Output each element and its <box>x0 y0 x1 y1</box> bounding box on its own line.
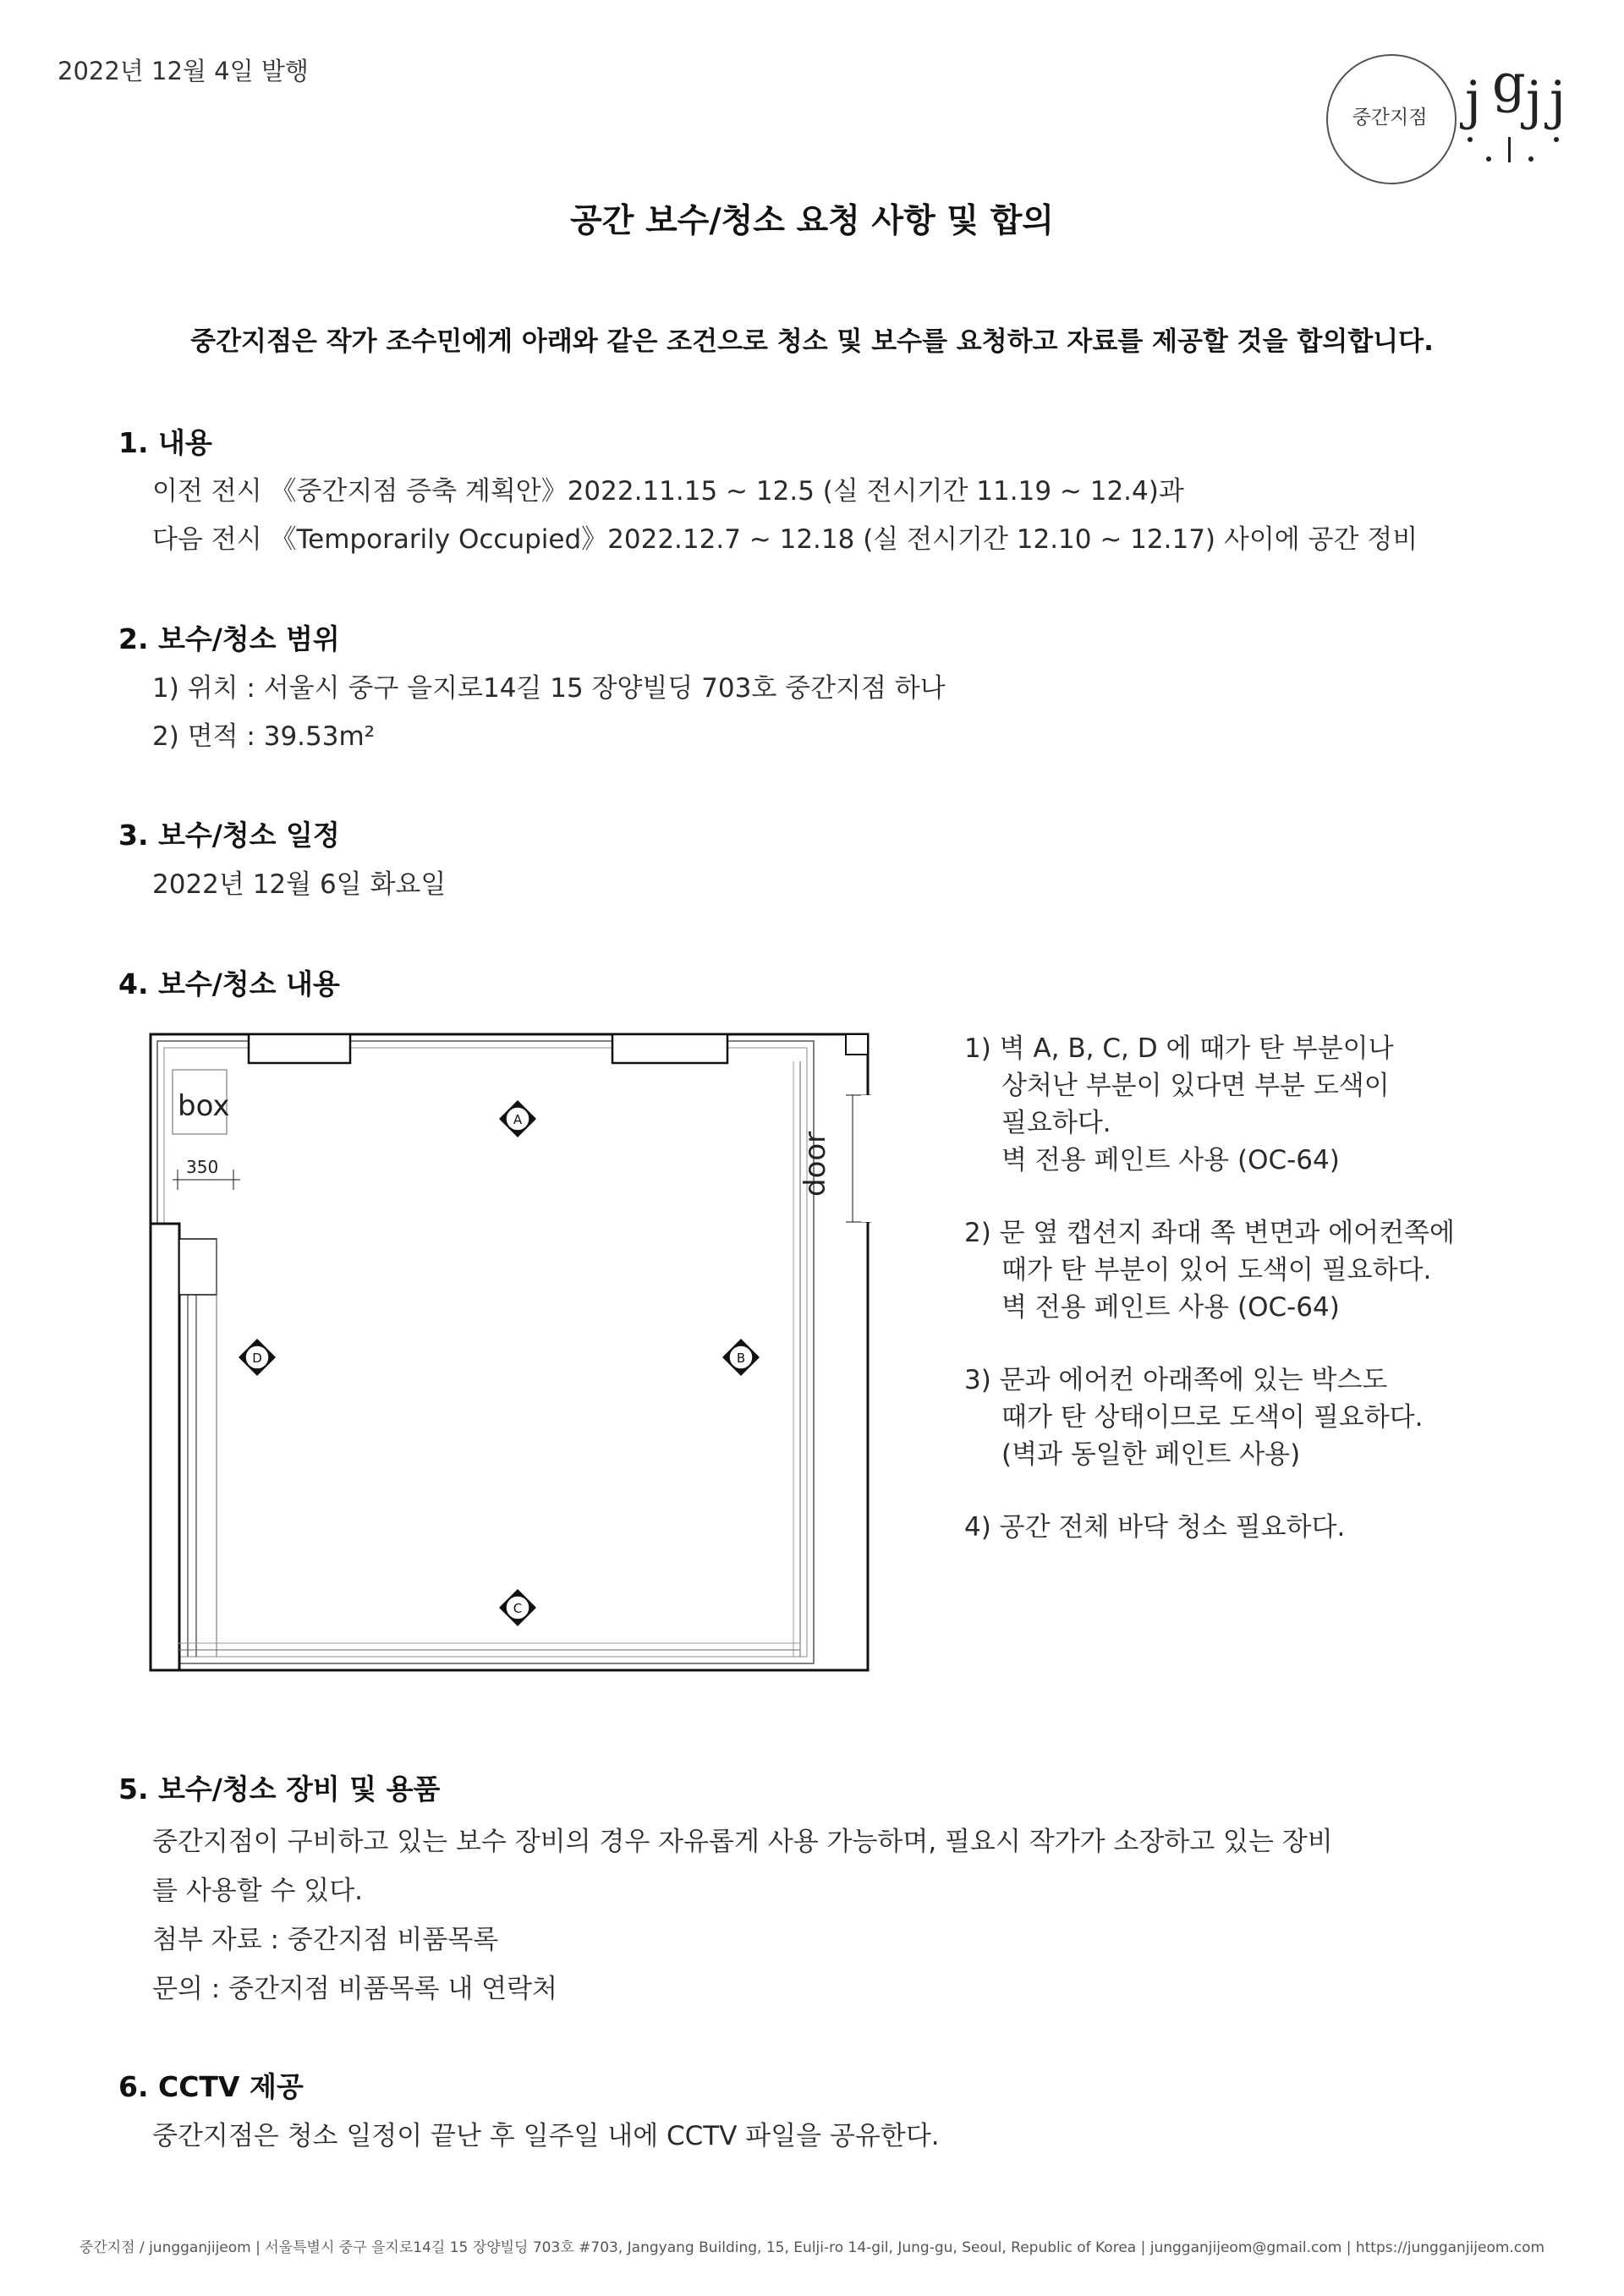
note-item <box>964 1362 1455 1473</box>
dimension-label: 350 <box>186 1157 219 1177</box>
section-heading: 3. 보수/청소 일정 <box>118 819 340 852</box>
logo-letter-3: j <box>1526 69 1543 131</box>
logo-letter-1: j <box>1465 69 1482 131</box>
section-line: 이전 전시 《중간지점 증축 계획안》2022.11.15 ~ 12.5 (실 전시기간 11.19 ~ 12.4)과 <box>152 476 1184 507</box>
note-line: 4) 공간 전체 바닥 청소 필요하다. <box>964 1512 1346 1543</box>
section-line: 다음 전시 《Temporarily Occupied》2022.12.7 ~ 12.18 (실 전시기간 12.10 ~ 12.17) 사이에 공간 정비 <box>152 524 1418 555</box>
section-line: 중간지점이 구비하고 있는 보수 장비의 경우 자유롭게 사용 가능하며, 필요시 작가가 소장하고 있는 장비 <box>152 1827 1333 1857</box>
wall-marker-b <box>722 1339 760 1376</box>
window <box>249 1034 350 1063</box>
intro-text: 중간지점은 작가 조수민에게 아래와 같은 조건으로 청소 및 보수를 요청하고 자료를 제공할 것을 합의합니다. <box>190 326 1434 357</box>
window <box>612 1034 727 1063</box>
section-heading: 4. 보수/청소 내용 <box>118 967 340 1000</box>
door-gap <box>861 1095 873 1222</box>
marker-label: A <box>513 1112 523 1127</box>
section-line: 첨부 자료 : 중간지점 비품목록 <box>152 1925 499 1955</box>
logo-mark <box>1455 59 1582 169</box>
repair-notes <box>964 1030 1455 1581</box>
note-line: 벽 전용 페인트 사용 (OC-64) <box>1001 1145 1340 1175</box>
note-line: 필요하다. <box>1001 1108 1111 1138</box>
marker-label: B <box>736 1351 746 1366</box>
note-item <box>964 1509 1455 1546</box>
logo-dot <box>1554 137 1559 142</box>
logo-letter-2: g <box>1492 59 1526 114</box>
section-line: 를 사용할 수 있다. <box>152 1876 364 1906</box>
marker-label: C <box>513 1601 523 1616</box>
logo-letter-4: j <box>1550 69 1566 131</box>
wall-marker-c <box>499 1589 536 1626</box>
section-heading: 6. CCTV 제공 <box>118 2070 304 2103</box>
section-heading: 5. 보수/청소 장비 및 용품 <box>118 1773 441 1806</box>
section-heading: 2. 보수/청소 범위 <box>118 622 340 655</box>
note-item <box>964 1214 1455 1326</box>
marker-label: D <box>252 1351 262 1366</box>
note-line: 벽 전용 페인트 사용 (OC-64) <box>1001 1292 1340 1323</box>
note-line: 2) 문 옆 캡션지 좌대 쪽 변면과 에어컨쪽에 <box>964 1218 1455 1248</box>
note-line: 3) 문과 에어컨 아래쪽에 있는 박스도 <box>964 1365 1388 1395</box>
logo-text: 중간지점 <box>1352 107 1428 129</box>
note-item <box>964 1030 1455 1179</box>
footer-contact: 중간지점 / jungganjijeom | 서울특별시 중구 을지로14길 15 장양빌딩 703호 #703, Jangyang Building, 15, Eulji-ro 14-gil, Jung-gu, Seoul, Republic of Korea | jungganjijeom@gmail.com | https://jungganjijeom.com <box>79 2239 1545 2256</box>
box-label: box <box>178 1089 230 1123</box>
floor-plan <box>144 1027 888 1687</box>
logo-bar <box>1508 137 1511 162</box>
issue-date: 2022년 12월 4일 발행 <box>58 57 309 85</box>
note-line: 상처난 부분이 있다면 부분 도색이 <box>1001 1071 1390 1101</box>
logo-dot <box>1468 137 1473 142</box>
note-line: (벽과 동일한 페인트 사용) <box>1001 1439 1301 1470</box>
section-line: 2) 면적 : 39.53m² <box>152 721 376 752</box>
section-line: 2022년 12월 6일 화요일 <box>152 869 447 900</box>
logo-dot <box>1528 156 1533 162</box>
door-frame <box>846 1034 868 1055</box>
section-line: 1) 위치 : 서울시 중구 을지로14길 15 장양빌딩 703호 중간지점 하나 <box>152 673 946 704</box>
section-heading: 1. 내용 <box>118 426 212 459</box>
pillar <box>151 1224 179 1670</box>
note-line: 1) 벽 A, B, C, D 에 때가 탄 부분이나 <box>964 1033 1394 1064</box>
door-label: door <box>798 1131 832 1197</box>
section-line: 중간지점은 청소 일정이 끝난 후 일주일 내에 CCTV 파일을 공유한다. <box>152 2121 940 2151</box>
note-line: 때가 탄 부분이 있어 도색이 필요하다. <box>1001 1255 1432 1285</box>
wall-marker-a <box>499 1100 536 1137</box>
wall-marker-d <box>239 1339 276 1376</box>
section-line: 문의 : 중간지점 비품목록 내 연락처 <box>152 1974 557 2004</box>
logo-dot <box>1486 156 1491 162</box>
page-title: 공간 보수/청소 요청 사항 및 합의 <box>570 202 1054 240</box>
note-line: 때가 탄 상태이므로 도색이 필요하다. <box>1001 1402 1424 1433</box>
pillar-ledge <box>179 1239 217 1295</box>
